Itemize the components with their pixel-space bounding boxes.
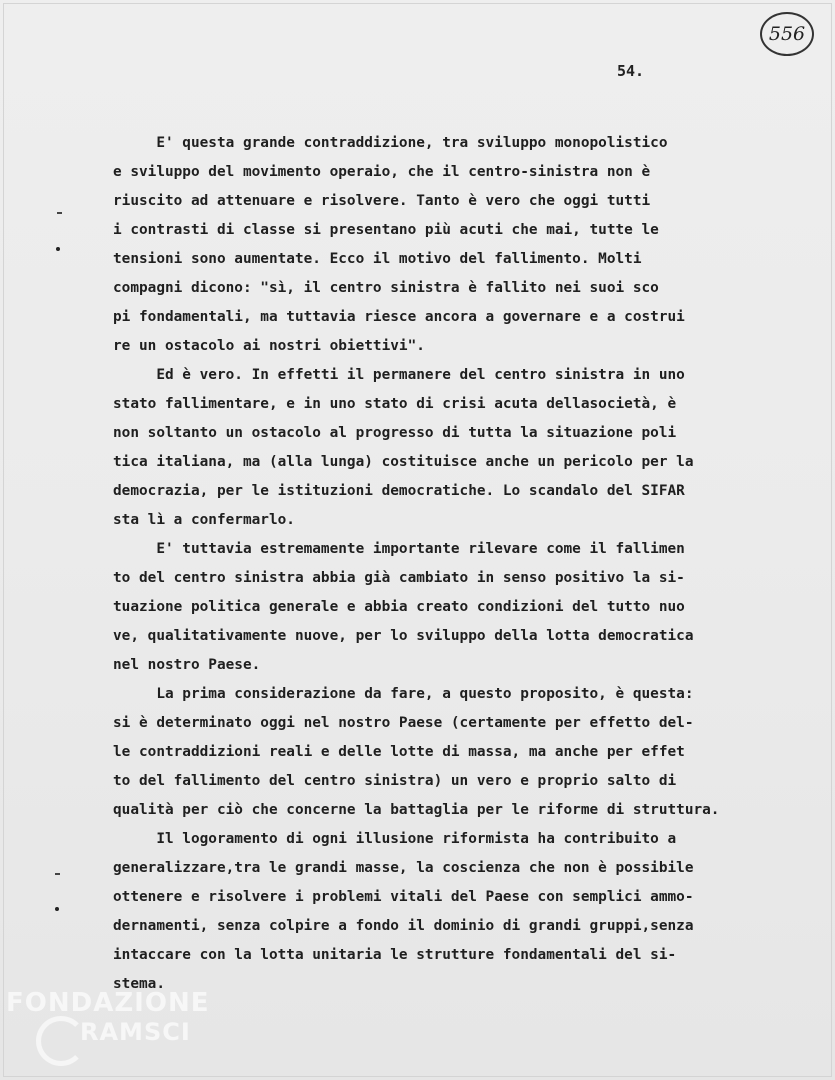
text-line: tica italiana, ma (alla lunga) costituisce anche un pericolo per la: [113, 454, 694, 470]
archive-number: 556: [768, 23, 806, 45]
text-line: riuscito ad attenuare e risolvere. Tanto è vero che oggi tutti: [113, 193, 651, 209]
typewritten-body: [113, 129, 803, 999]
text-line: to del fallimento del centro sinistra) un vero e proprio salto di: [113, 773, 677, 789]
text-line: tuazione politica generale e abbia creato condizioni del tutto nuo: [113, 599, 685, 615]
text-line: E' tuttavia estremamente importante rilevare come il fallimen: [113, 541, 685, 557]
margin-dash: [57, 212, 62, 214]
margin-dash: [55, 873, 60, 875]
margin-dot: [56, 247, 60, 251]
text-line: tensioni sono aumentate. Ecco il motivo del fallimento. Molti: [113, 251, 642, 267]
text-line: i contrasti di classe si presentano più acuti che mai, tutte le: [113, 222, 659, 238]
text-line: qualità per ciò che concerne la battaglia per le riforme di struttura.: [113, 802, 720, 818]
text-line: Il logoramento di ogni illusione riformista ha contribuito a: [113, 831, 677, 847]
margin-dot: [55, 907, 59, 911]
text-line: sta lì a confermarlo.: [113, 512, 295, 528]
watermark-fondazione: FONDAZIONE: [6, 988, 210, 1018]
text-line: re un ostacolo ai nostri obiettivi".: [113, 338, 425, 354]
text-line: La prima considerazione da fare, a questo proposito, è questa:: [113, 686, 694, 702]
text-line: pi fondamentali, ma tuttavia riesce ancora a governare e a costrui: [113, 309, 685, 325]
text-line: democrazia, per le istituzioni democratiche. Lo scandalo del SIFAR: [113, 483, 685, 499]
text-line: dernamenti, senza colpire a fondo il dominio di grandi gruppi,senza: [113, 918, 694, 934]
text-line: intaccare con la lotta unitaria le strutture fondamentali del si-: [113, 947, 677, 963]
text-line: to del centro sinistra abbia già cambiato in senso positivo la si-: [113, 570, 685, 586]
text-line: ottenere e risolvere i problemi vitali del Paese con semplici ammo-: [113, 889, 694, 905]
text-line: e sviluppo del movimento operaio, che il centro-sinistra non è: [113, 164, 651, 180]
text-line: non soltanto un ostacolo al progresso di tutta la situazione poli: [113, 425, 677, 441]
text-line: stema.: [113, 976, 165, 992]
text-line: si è determinato oggi nel nostro Paese (certamente per effetto del-: [113, 715, 694, 731]
text-line: Ed è vero. In effetti il permanere del centro sinistra in uno: [113, 367, 685, 383]
watermark-gramsci: RAMSCI: [80, 1018, 191, 1046]
text-line: stato fallimentare, e in uno stato di crisi acuta dellasocietà, è: [113, 396, 677, 412]
text-line: E' questa grande contraddizione, tra sviluppo monopolistico: [113, 135, 668, 151]
archive-page-stamp: [760, 12, 814, 56]
text-line: ve, qualitativamente nuove, per lo sviluppo della lotta democratica: [113, 628, 694, 644]
text-line: compagni dicono: "sì, il centro sinistra è fallito nei suoi sco: [113, 280, 659, 296]
gramsci-logo-icon: [36, 1016, 86, 1066]
page-number: 54.: [617, 62, 645, 80]
text-line: le contraddizioni reali e delle lotte di massa, ma anche per effet: [113, 744, 685, 760]
text-line: nel nostro Paese.: [113, 657, 261, 673]
text-line: generalizzare,tra le grandi masse, la coscienza che non è possibile: [113, 860, 694, 876]
